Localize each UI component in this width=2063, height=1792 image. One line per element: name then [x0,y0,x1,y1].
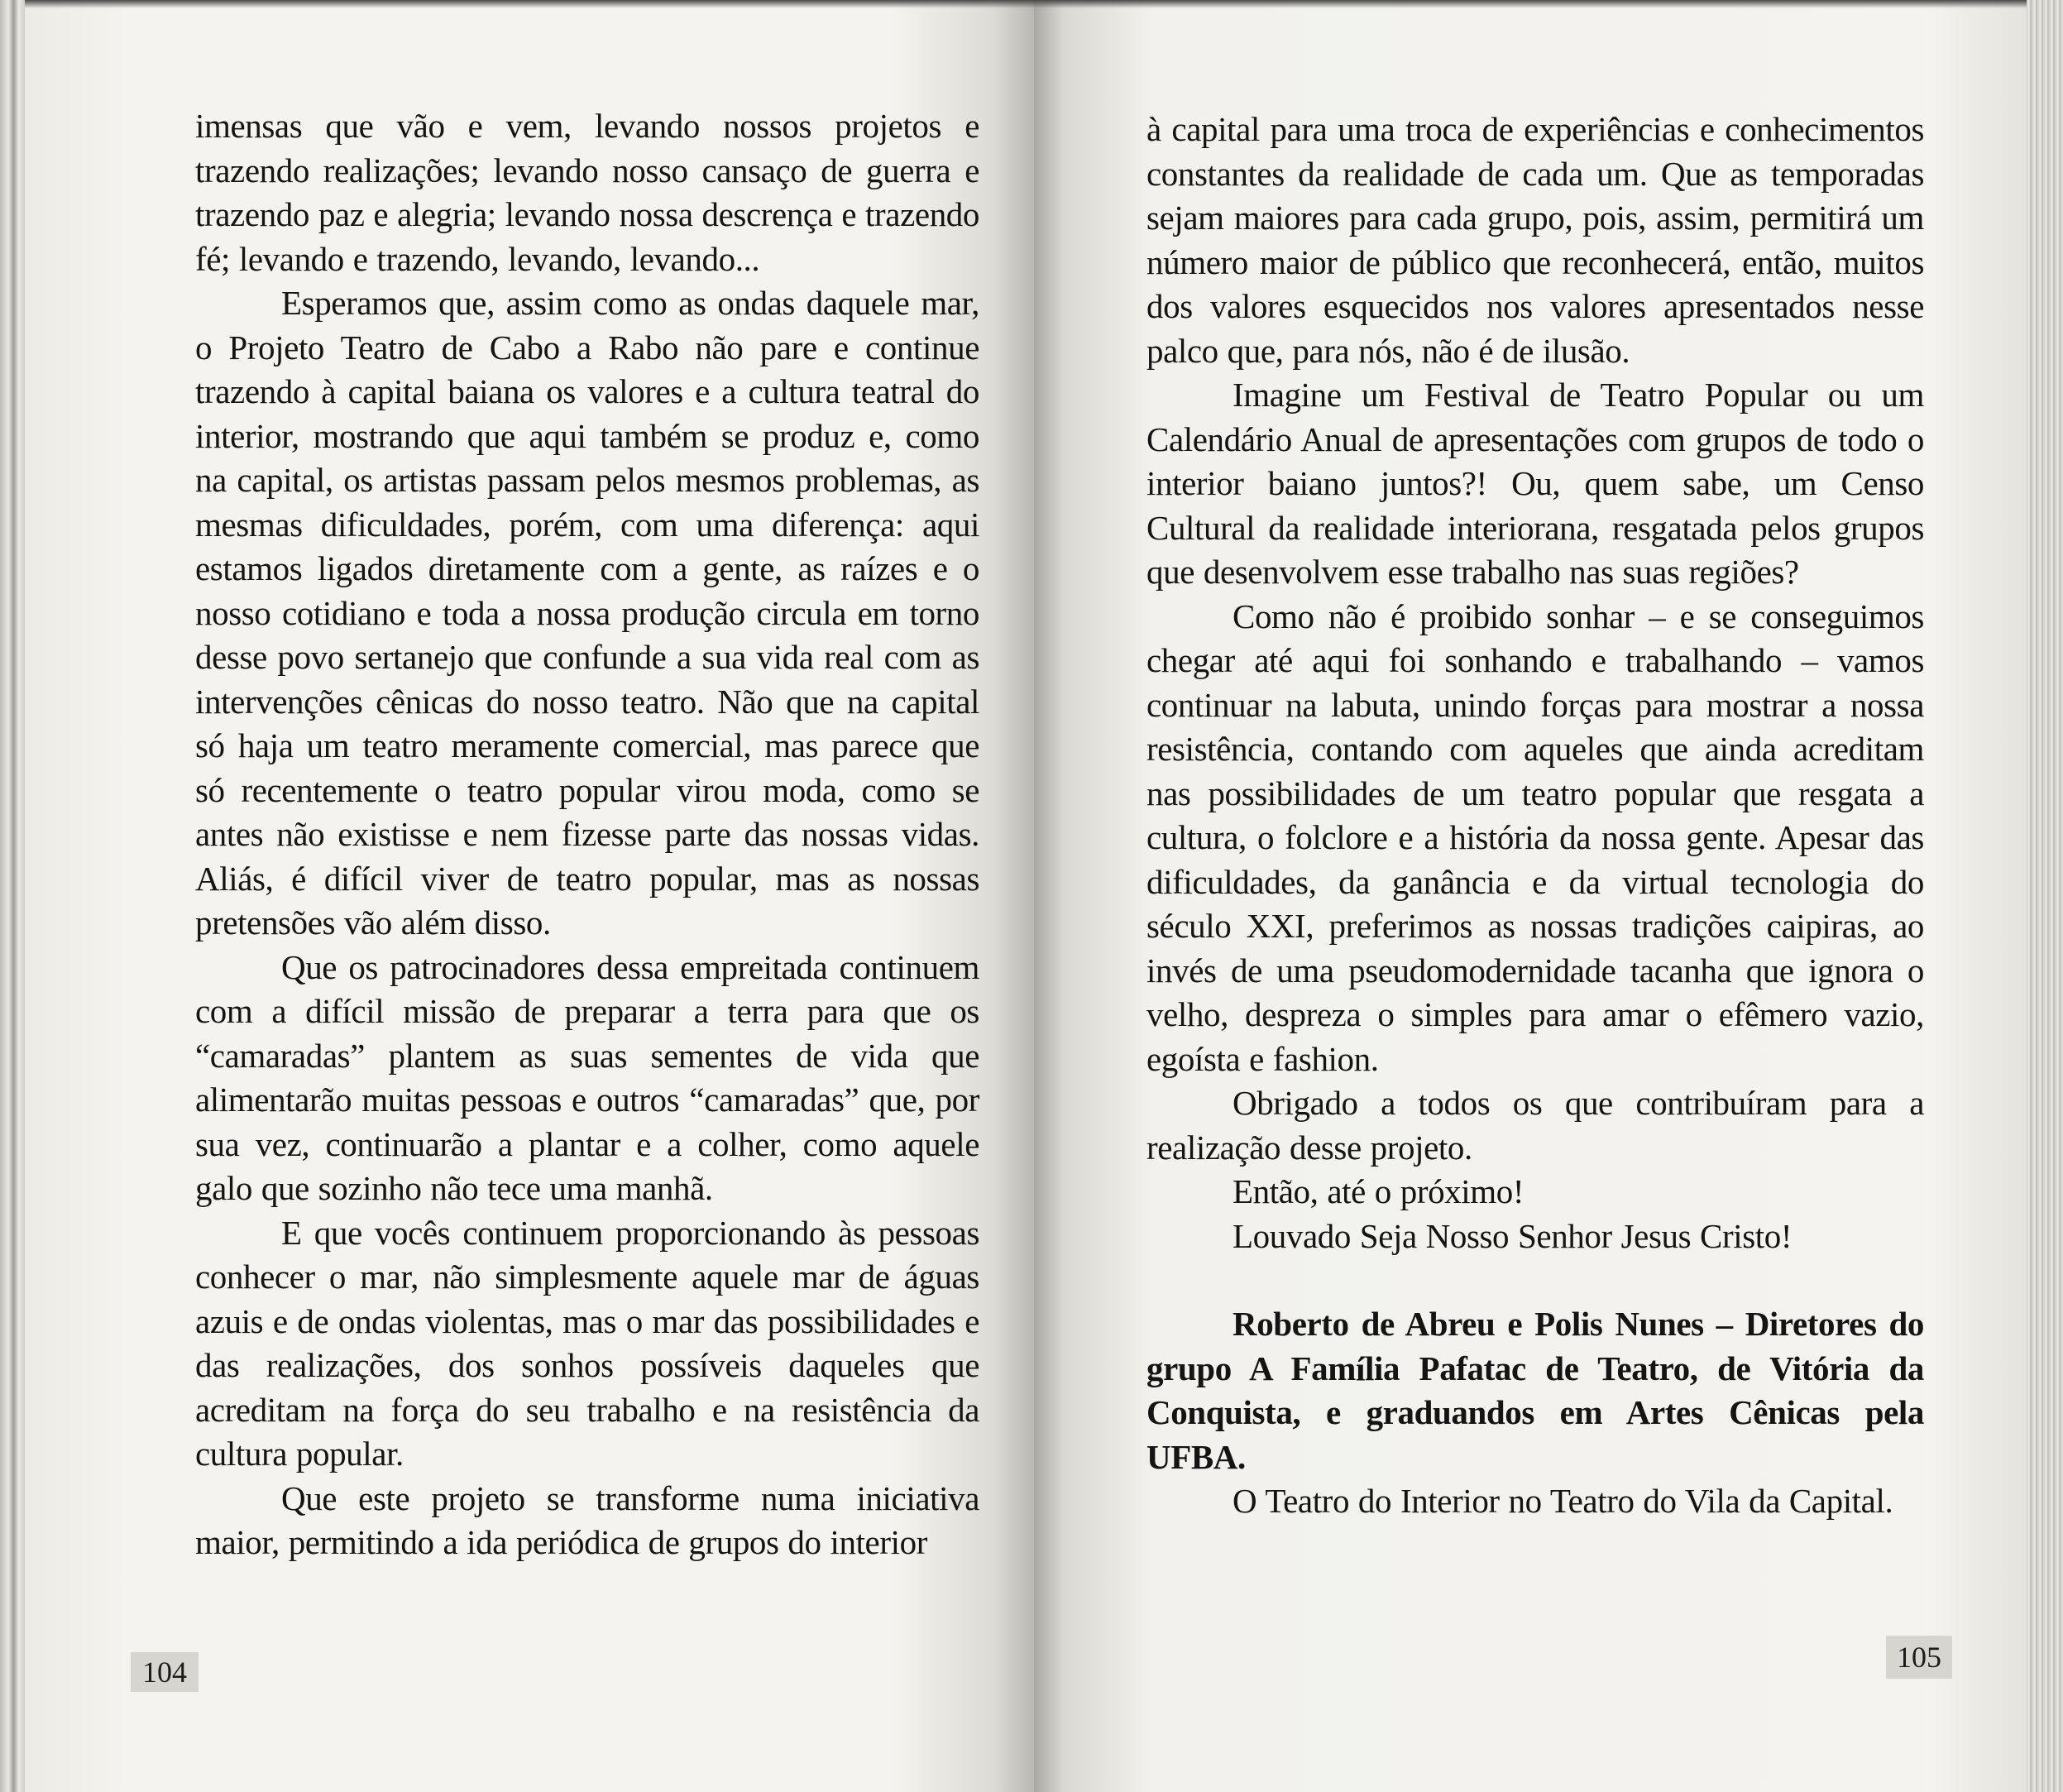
top-shadow [25,0,2027,8]
paragraph: E que vocês continuem proporcionando às pessoas conhecer o mar, não simplesmente aquele mar de águas azuis e de ondas violentas, mas o mar das possibilidades e das realizações, dos sonhos possíveis daqueles que acreditam na força do seu trabalho e na resistência da cultura popular. [195,1213,979,1473]
paragraph: Que este projeto se transforme numa iniciativa maior, permitindo a ida periódica de grupos do interior [195,1478,979,1561]
paragraph: Então, até o próximo! [1233,1172,1525,1210]
paragraph: Esperamos que, assim como as ondas daquele mar, o Projeto Teatro de Cabo a Rabo não pare e continue trazendo à capital baiana os valores e a cultura teatral do interior, mostrando que aqui também se produz e, como na capital, os artistas passam pelos mesmos problemas, as mesmas dificuldades, porém, com uma diferença: aqui estamos ligados diretamente com a gente, as raízes e o nosso cotidiano e toda a nossa produção circula em torno desse povo sertanejo que confunde a sua vida real com as intervenções cênicas do nosso teatro. Não que na capital só haja um teatro meramente comercial, mas parece que só recentemente o teatro popular virou moda, como se antes não existisse e nem fizesse parte das nossas vidas. Aliás, é difícil viver de teatro popular, mas as nossas pretensões vão além disso. [195,284,979,942]
paragraph: Que os patrocinadores dessa empreitada continuem com a difícil missão de preparar a terra para que os “camaradas” plantem as suas sementes de vida que alimentarão muitas pessoas e outros “camaradas” que, por sua vez, continuarão a plantar e a colher, como aquele galo que sozinho não tece uma manhã. [195,947,979,1207]
paragraph: Louvado Seja Nosso Senhor Jesus Cristo! [1233,1216,1793,1255]
right-page-edge [2027,0,2063,1792]
paragraph: à capital para uma troca de experiências e conhecimentos constantes da realidade de cada um. Que as temporadas sejam maiores para cada grupo, pois, assim, permitirá um número maior de público que reconhecerá, então, muitos dos valores esquecidos nos valores apresentados nesse palco que, para nós, não é de ilusão. [1146,110,1924,370]
paragraph: imensas que vão e vem, levando nossos projetos e trazendo realizações; levando nosso cansaço de guerra e trazendo paz e alegria; levando nossa descrença e trazendo fé; levando e trazendo, levando, levando... [195,107,979,278]
signature: Roberto de Abreu e Polis Nunes – Diretores do grupo A Família Pafatac de Teatro, de Vitória da Conquista, e graduandos em Artes Cênicas pela UFBA. [1146,1305,1924,1476]
paragraph: Obrigado a todos os que contribuíram para a realização desse projeto. [1146,1084,1924,1167]
right-page-text [1146,108,1924,1524]
closing-line: O Teatro do Interior no Teatro do Vila da Capital. [1233,1482,1893,1520]
left-page-edge [0,0,25,1792]
right-page [1034,0,2027,1792]
paragraph: Como não é proibido sonhar – e se conseguimos chegar até aqui foi sonhando e trabalhando – vamos continuar na labuta, unindo forças para mostrar a nossa resistência, contando com aqueles que ainda acreditam nas possibilidades de um teatro popular que resgata a cultura, o folclore e a história da nossa gente. Apesar das dificuldades, da ganância e da virtual tecnologia do século XXI, preferimos as nossas tradições caipiras, ao invés de uma pseudomodernidade tacanha que ignora o velho, despreza o simples para amar o efêmero vazio, egoísta e fashion. [1146,597,1924,1078]
page-number: 104 [131,1652,199,1692]
page-number: 105 [1886,1636,1952,1679]
left-page [25,0,1034,1792]
paragraph: Imagine um Festival de Teatro Popular ou um Calendário Anual de apresentações com grupos de todo o interior baiano juntos?! Ou, quem sabe, um Censo Cultural da realidade interiorana, resgatada pelos grupos que desenvolvem esse trabalho nas suas regiões? [1146,376,1924,591]
left-page-text [195,104,979,1565]
